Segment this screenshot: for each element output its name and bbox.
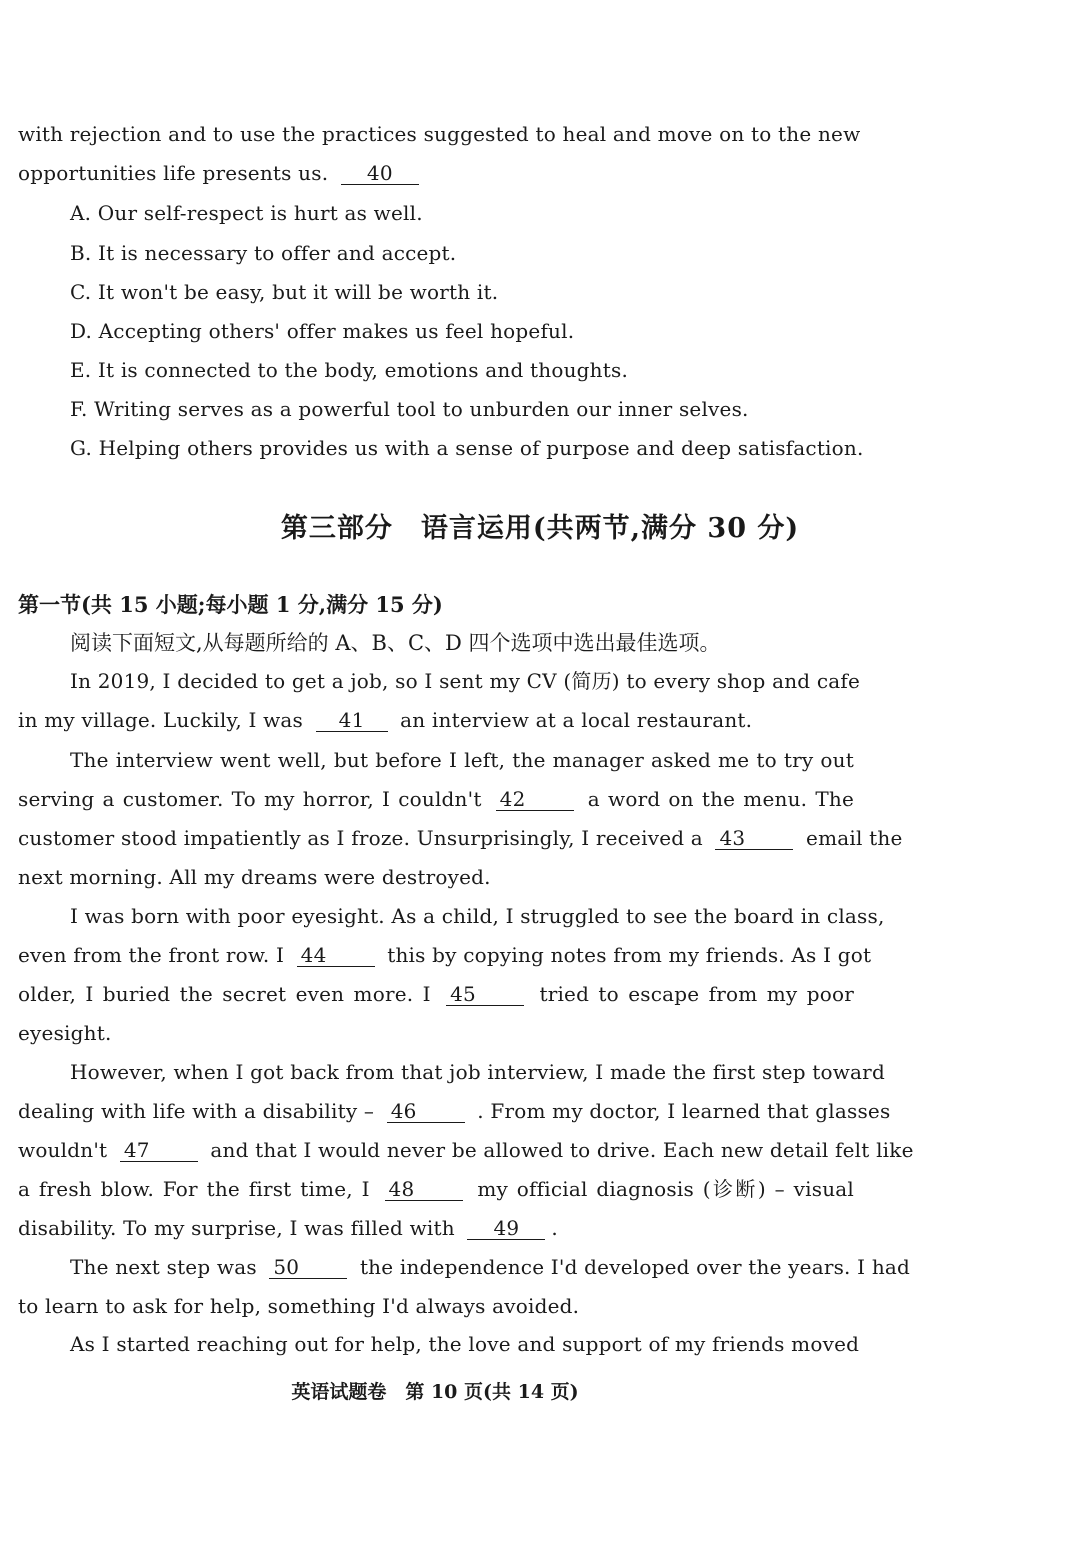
passage-line: eyesight. bbox=[18, 1021, 112, 1045]
passage-line bbox=[18, 159, 854, 187]
blank-48: 48 bbox=[385, 1178, 463, 1201]
instruction: 阅读下面短文,从每题所给的 A、B、C、D 四个选项中选出最佳选项。 bbox=[70, 631, 721, 655]
passage-line bbox=[18, 1214, 854, 1242]
option-text: Writing serves as a powerful tool to unburden our inner selves. bbox=[94, 397, 749, 421]
blank-40: 40 bbox=[341, 162, 419, 185]
passage-line bbox=[18, 941, 872, 969]
option-letter: C. bbox=[70, 280, 92, 304]
line-text: my official diagnosis (诊断) – visual bbox=[477, 1177, 855, 1201]
option-text: It won't be easy, but it will be worth it. bbox=[97, 280, 499, 304]
option-letter: A. bbox=[70, 201, 92, 225]
option-b bbox=[70, 239, 870, 267]
blank-43: 43 bbox=[715, 827, 793, 850]
line-text: disability. To my surprise, I was filled with bbox=[18, 1216, 455, 1240]
passage-line bbox=[18, 785, 854, 813]
option-d bbox=[70, 317, 870, 345]
line-text: opportunities life presents us. bbox=[18, 161, 329, 185]
passage-line: In 2019, I decided to get a job, so I sent my CV (简历) to every shop and cafe bbox=[70, 669, 861, 693]
blank-44: 44 bbox=[297, 944, 375, 967]
blank-42: 42 bbox=[496, 788, 574, 811]
option-c bbox=[70, 278, 870, 306]
option-text: Accepting others' offer makes us feel hopeful. bbox=[98, 319, 575, 343]
line-text: a fresh blow. For the first time, I bbox=[18, 1177, 370, 1201]
line-text: . From my doctor, I learned that glasses bbox=[477, 1099, 891, 1123]
blank-46: 46 bbox=[387, 1100, 465, 1123]
section-title: 第三部分 语言运用(共两节,满分 30 分) bbox=[280, 513, 800, 544]
line-text: a word on the menu. The bbox=[587, 787, 854, 811]
blank-49: 49 bbox=[467, 1217, 545, 1240]
option-g bbox=[70, 434, 870, 462]
line-text: The next step was bbox=[70, 1255, 257, 1279]
passage-line bbox=[18, 1175, 854, 1203]
line-text: serving a customer. To my horror, I couldn't bbox=[18, 787, 482, 811]
option-text: It is connected to the body, emotions and thoughts. bbox=[97, 358, 629, 382]
option-e bbox=[70, 356, 870, 384]
option-letter: E. bbox=[70, 358, 92, 382]
passage-line: next morning. All my dreams were destroyed. bbox=[18, 865, 491, 889]
line-text: an interview at a local restaurant. bbox=[400, 708, 753, 732]
line-text: wouldn't bbox=[18, 1138, 108, 1162]
blank-41: 41 bbox=[316, 709, 388, 732]
line-text: dealing with life with a disability – bbox=[18, 1099, 375, 1123]
line-text: in my village. Luckily, I was bbox=[18, 708, 304, 732]
blank-50: 50 bbox=[269, 1256, 347, 1279]
passage-line bbox=[18, 980, 854, 1008]
blank-47: 47 bbox=[120, 1139, 198, 1162]
option-letter: F. bbox=[70, 397, 88, 421]
passage-line bbox=[18, 824, 903, 852]
option-f bbox=[70, 395, 870, 423]
line-text: older, I buried the secret even more. I bbox=[18, 982, 431, 1006]
sub-title: 第一节(共 15 小题;每小题 1 分,满分 15 分) bbox=[18, 592, 443, 617]
passage-line bbox=[70, 1253, 911, 1281]
option-letter: D. bbox=[70, 319, 93, 343]
line-text: email the bbox=[806, 826, 903, 850]
option-a bbox=[70, 199, 870, 227]
option-text: It is necessary to offer and accept. bbox=[98, 241, 457, 265]
passage-line bbox=[18, 1097, 891, 1125]
line-text: and that I would never be allowed to drive. Each new detail felt like bbox=[210, 1138, 914, 1162]
passage-line: with rejection and to use the practices suggested to heal and move on to the new bbox=[18, 122, 861, 146]
passage-line: to learn to ask for help, something I'd always avoided. bbox=[18, 1294, 580, 1318]
line-text: . bbox=[551, 1216, 558, 1240]
line-text: even from the front row. I bbox=[18, 943, 285, 967]
passage-line: As I started reaching out for help, the love and support of my friends moved bbox=[70, 1332, 860, 1356]
passage-line bbox=[18, 1136, 914, 1164]
line-text: tried to escape from my poor bbox=[539, 982, 855, 1006]
line-text: the independence I'd developed over the years. I had bbox=[359, 1255, 911, 1279]
option-letter: B. bbox=[70, 241, 92, 265]
option-text: Helping others provides us with a sense of purpose and deep satisfaction. bbox=[98, 436, 864, 460]
line-text: this by copying notes from my friends. As I got bbox=[387, 943, 872, 967]
passage-line bbox=[18, 706, 854, 734]
blank-45: 45 bbox=[446, 983, 524, 1006]
passage-line: However, when I got back from that job interview, I made the first step toward bbox=[70, 1060, 885, 1084]
passage-line: I was born with poor eyesight. As a child, I struggled to see the board in class, bbox=[70, 904, 885, 928]
page-footer: 英语试题卷 第 10 页(共 14 页) bbox=[291, 1381, 579, 1403]
line-text: customer stood impatiently as I froze. Unsurprisingly, I received a bbox=[18, 826, 703, 850]
option-text: Our self-respect is hurt as well. bbox=[97, 201, 423, 225]
option-letter: G. bbox=[70, 436, 93, 460]
passage-line: The interview went well, but before I left, the manager asked me to try out bbox=[70, 748, 854, 772]
